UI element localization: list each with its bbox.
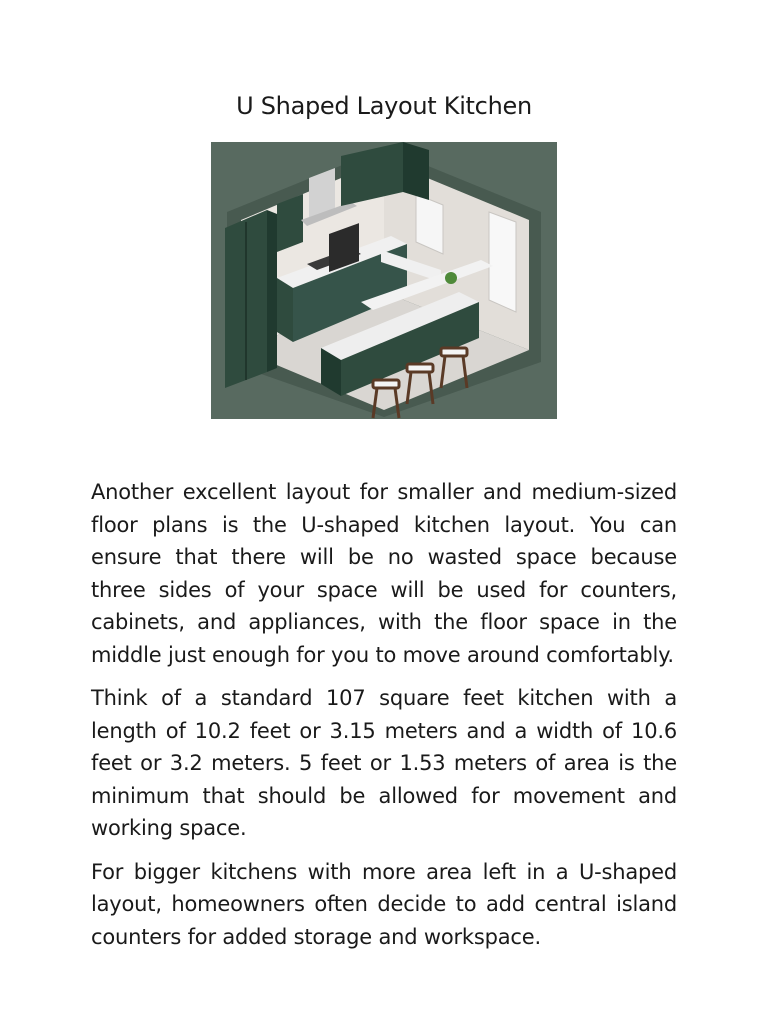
paragraph-3: For bigger kitchens with more area left in a U-shaped layout, homeowners often decide to add central island counters for added storage and workspace. [91, 859, 677, 949]
body-text [91, 476, 677, 964]
paragraph-1: Another excellent layout for smaller and medium-sized floor plans is the U-shaped kitchen layout. You can ensure that there will be no wasted space because three sides of your space will be used for counters, cabinets, and appliances, with the floor space in the middle just enough for you to move around comfortably. [91, 480, 677, 667]
u-shaped-kitchen-illustration [211, 142, 557, 419]
paragraph-2: Think of a standard 107 square feet kitchen with a length of 10.2 feet or 3.15 meters and a width of 10.6 feet or 3.2 meters. 5 feet or 1.53 meters of area is the minimum that should be allowed for movement and working space. [91, 686, 677, 840]
page-title: U Shaped Layout Kitchen [236, 92, 532, 120]
